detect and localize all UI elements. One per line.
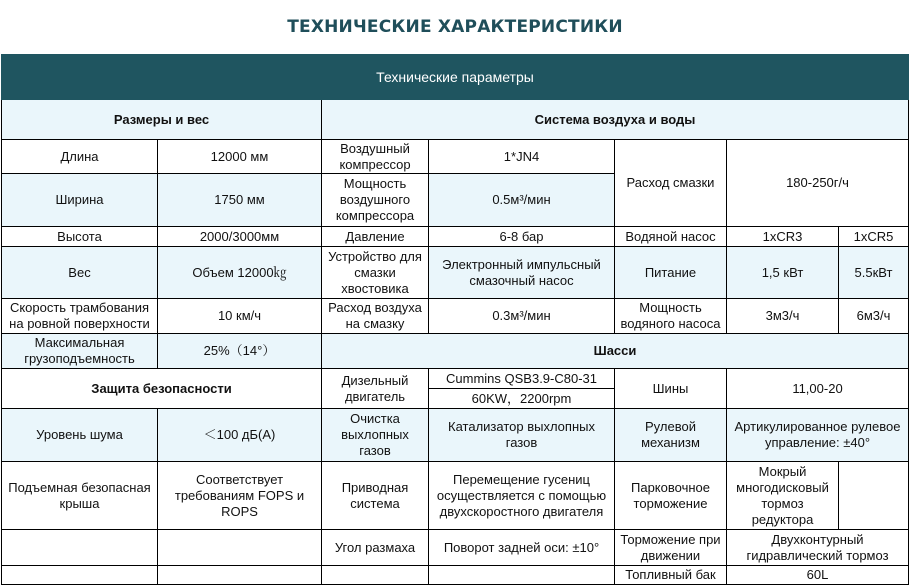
empty-cell — [1, 530, 158, 566]
section-safety: Защита безопасности — [1, 369, 322, 409]
parking-brake-value: Мокрый многодисковый тормоз редуктора — [727, 462, 839, 530]
fuel-tank-label: Топливный бак — [615, 566, 727, 585]
power-supply-value-1: 1,5 кВт — [727, 247, 839, 299]
section-dimensions: Размеры и вес — [1, 100, 322, 140]
compressor-value: 1*JN4 — [429, 140, 615, 174]
drive-label: Приводная система — [322, 462, 429, 530]
grade-value: 25%（14°） — [158, 334, 322, 369]
air-flow-value: 0.3м³/мин — [429, 299, 615, 334]
lube-rate-value: 180-250г/ч — [727, 140, 909, 227]
empty-cell — [158, 530, 322, 566]
lube-device-value: Электронный импульсный смазочный насос — [429, 247, 615, 299]
section-chassis: Шасси — [322, 334, 909, 369]
length-label: Длина — [1, 140, 158, 174]
drive-value: Перемещение гусениц осуществляется с помощью двухскоростного двигателя — [429, 462, 615, 530]
roof-label: Подъемная безопасная крыша — [1, 462, 158, 530]
service-brake-label: Торможение при движении — [615, 530, 727, 566]
lube-rate-label: Расход смазки — [615, 140, 727, 227]
empty-cell — [158, 566, 322, 585]
height-label: Высота — [1, 227, 158, 247]
noise-label: Уровень шума — [1, 409, 158, 462]
water-pump-value-2: 1xCR5 — [839, 227, 909, 247]
table-banner: Технические параметры — [1, 54, 909, 100]
roof-value: Соответствует требованиям FOPS и ROPS — [158, 462, 322, 530]
pump-power-value-1: 3м3/ч — [727, 299, 839, 334]
exhaust-label: Очистка выхлопных газов — [322, 409, 429, 462]
tires-value: 11,00-20 — [727, 369, 909, 409]
air-flow-label: Расход воздуха на смазку — [322, 299, 429, 334]
weight-value: Объем 12000㎏ — [158, 247, 322, 299]
empty-cell — [322, 566, 429, 585]
pump-power-label: Мощность водяного насоса — [615, 299, 727, 334]
speed-value: 10 км/ч — [158, 299, 322, 334]
swing-label: Угол размаха — [322, 530, 429, 566]
weight-label: Вес — [1, 247, 158, 299]
diesel-model: Cummins QSB3.9-C80-31 — [429, 369, 615, 389]
lube-device-label: Устройство для смазки хвостовика — [322, 247, 429, 299]
compressor-power-value: 0.5м³/мин — [429, 174, 615, 227]
length-value: 12000 мм — [158, 140, 322, 174]
diesel-power: 60KW，2200rpm — [429, 389, 615, 409]
pressure-value: 6-8 бар — [429, 227, 615, 247]
water-pump-label: Водяной насос — [615, 227, 727, 247]
water-pump-value-1: 1xCR3 — [727, 227, 839, 247]
exhaust-value: Катализатор выхлопных газов — [429, 409, 615, 462]
section-air-water: Система воздуха и воды — [322, 100, 909, 140]
power-supply-label: Питание — [615, 247, 727, 299]
width-value: 1750 мм — [158, 174, 322, 227]
noise-value: ＜100 дБ(А) — [158, 409, 322, 462]
steering-label: Рулевой механизм — [615, 409, 727, 462]
grade-label: Максимальная грузоподъемность — [1, 334, 158, 369]
compressor-power-label: Мощность воздушного компрессора — [322, 174, 429, 227]
empty-cell — [1, 566, 158, 585]
page-title: ТЕХНИЧЕСКИЕ ХАРАКТЕРИСТИКИ — [287, 17, 623, 37]
power-supply-value-2: 5.5кВт — [839, 247, 909, 299]
empty-cell — [429, 566, 615, 585]
width-label: Ширина — [1, 174, 158, 227]
tires-label: Шины — [615, 369, 727, 409]
parking-brake-label: Парковочное торможение — [615, 462, 727, 530]
diesel-label: Дизельный двигатель — [322, 369, 429, 409]
service-brake-value: Двухконтурный гидравлический тормоз — [727, 530, 909, 566]
empty-cell — [839, 462, 909, 530]
fuel-tank-value: 60L — [727, 566, 909, 585]
speed-label: Скорость трамбования на ровной поверхности — [1, 299, 158, 334]
pump-power-value-2: 6м3/ч — [839, 299, 909, 334]
pressure-label: Давление — [322, 227, 429, 247]
height-value: 2000/3000мм — [158, 227, 322, 247]
steering-value: Артикулированное рулевое управление: ±40° — [727, 409, 909, 462]
swing-value: Поворот задней оси: ±10° — [429, 530, 615, 566]
compressor-label: Воздушный компрессор — [322, 140, 429, 174]
